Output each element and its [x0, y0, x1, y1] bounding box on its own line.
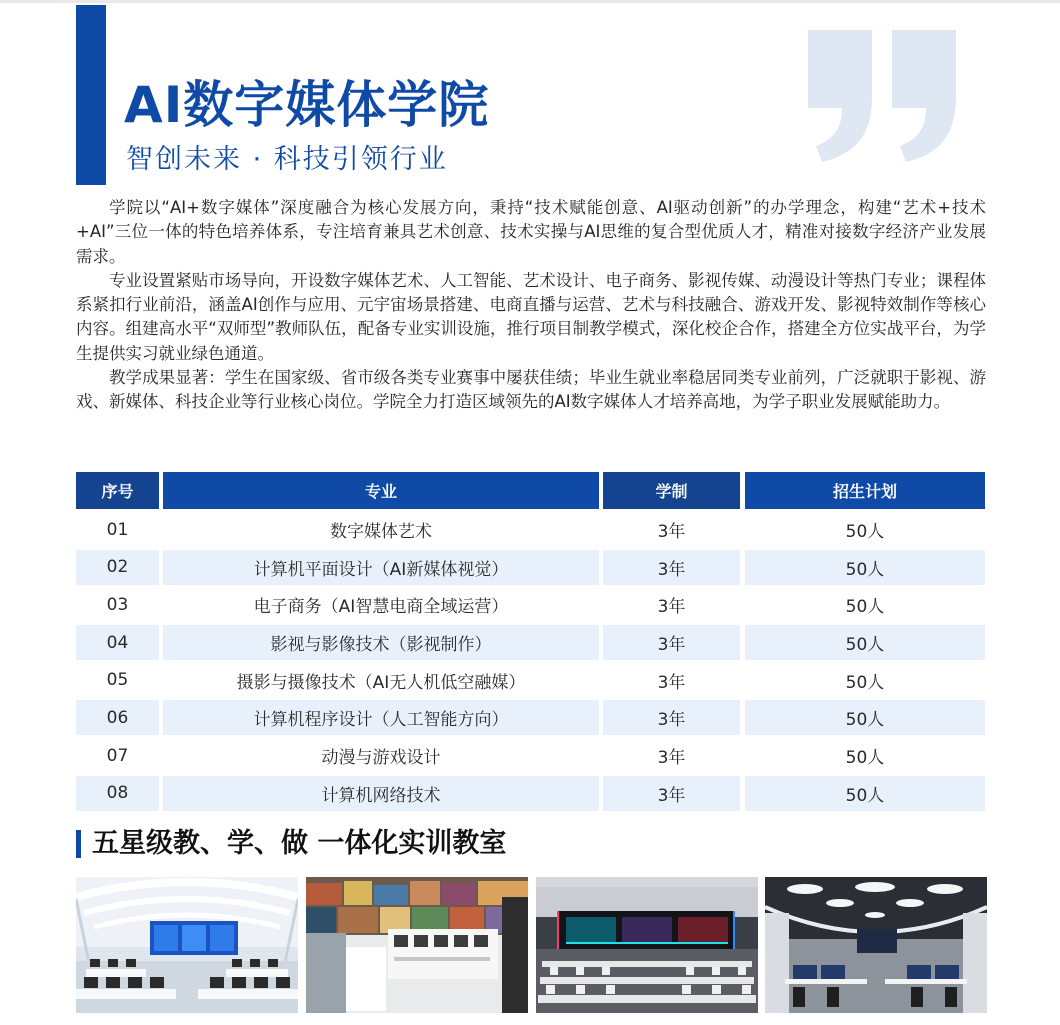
row-plan: 50人	[845, 672, 885, 693]
row-duration: 3年	[657, 672, 686, 693]
row-major: 数字媒体艺术	[330, 522, 432, 542]
row-duration: 3年	[603, 550, 740, 585]
row-major: 摄影与摄像技术（AI无人机低空融媒）	[236, 672, 526, 693]
intro-paragraph-1: 学院以“AI+数字媒体”深度融合为核心发展方向，秉持“技术赋能创意、AI驱动创新”的办学理念，构建“艺术+技术+AI”三位一体的特色培养体系，专注培育兼具艺术创意、技术实操与AI思维的复合型优质人才，精准对接数字经济产业发展需求。	[76, 198, 986, 266]
row-duration: 3年	[603, 776, 740, 811]
table-row	[76, 700, 985, 735]
row-major: 动漫与游戏设计	[321, 748, 441, 769]
row-plan: 50人	[845, 597, 885, 618]
table-row	[76, 550, 985, 585]
row-major: 计算机程序设计（人工智能方向）	[163, 700, 599, 735]
header-cell-major: 专业	[163, 472, 599, 509]
row-number: 03	[106, 594, 129, 615]
row-number: 05	[106, 670, 129, 691]
row-duration: 3年	[603, 625, 740, 660]
row-duration: 3年	[603, 700, 740, 735]
row-plan: 50人	[845, 748, 885, 769]
row-number: 08	[76, 776, 159, 811]
section-title: 五星级教、学、做 一体化实训教室	[92, 828, 507, 859]
table-row	[76, 776, 985, 811]
page-title: AI数字媒体学院	[124, 76, 490, 134]
intro-paragraph-2: 专业设置紧贴市场导向，开设数字媒体艺术、人工智能、艺术设计、电子商务、影视传媒、动漫设计等热门专业；课程体系紧扣行业前沿，涵盖AI创作与应用、元宇宙场景搭建、电商直播与运营、艺术与科技融合、游戏开发、影视特效制作等核心内容。组建高水平“双师型”教师队伍，配备专业实训设施，推行项目制教学模式，深化校企合作，搭建全方位实战平台，为学生提供实习就业绿色通道。	[76, 270, 986, 363]
row-duration: 3年	[657, 597, 686, 618]
intro-text	[76, 196, 986, 415]
row-major: 电子商务（AI智慧电商全域运营）	[253, 597, 509, 618]
header-cell-number: 序号	[76, 472, 159, 509]
training-room-photo-3	[536, 877, 758, 1013]
table-row	[76, 587, 985, 622]
section-accent-bar	[76, 830, 81, 858]
row-number: 01	[106, 519, 129, 540]
table-row	[76, 625, 985, 660]
row-plan: 50人	[845, 522, 885, 542]
row-plan: 50人	[745, 700, 985, 735]
row-duration: 3年	[657, 522, 686, 542]
row-plan: 50人	[745, 625, 985, 660]
row-plan: 50人	[745, 550, 985, 585]
page-subtitle: 智创未来 · 科技引领行业	[126, 144, 448, 175]
row-number: 02	[76, 550, 159, 585]
enrollment-table	[76, 472, 985, 814]
row-duration: 3年	[657, 748, 686, 769]
row-major: 计算机网络技术	[163, 776, 599, 811]
table-row	[76, 512, 985, 547]
header-cell-duration: 学制	[603, 472, 740, 509]
closing-quote-icon	[800, 26, 970, 166]
intro-paragraph-3: 教学成果显著：学生在国家级、省市级各类专业赛事中屡获佳绩；毕业生就业率稳居同类专业前列，广泛就职于影视、游戏、新媒体、科技企业等行业核心岗位。学院全力打造区域领先的AI数字媒体人才培养高地，为学子职业发展赋能助力。	[76, 368, 986, 412]
row-number: 07	[106, 745, 129, 766]
training-room-photo-4	[765, 877, 987, 1013]
row-major: 计算机平面设计（AI新媒体视觉）	[163, 550, 599, 585]
row-number: 06	[76, 700, 159, 735]
table-row	[76, 738, 985, 773]
row-number: 04	[76, 625, 159, 660]
top-rule	[0, 0, 1060, 3]
table-header	[76, 472, 985, 509]
row-major: 影视与影像技术（影视制作）	[163, 625, 599, 660]
table-row	[76, 663, 985, 698]
header-cell-plan: 招生计划	[745, 472, 985, 509]
title-accent-bar	[76, 5, 106, 185]
training-room-photo-1	[76, 877, 298, 1013]
training-room-photo-2	[306, 877, 528, 1013]
row-plan: 50人	[745, 776, 985, 811]
